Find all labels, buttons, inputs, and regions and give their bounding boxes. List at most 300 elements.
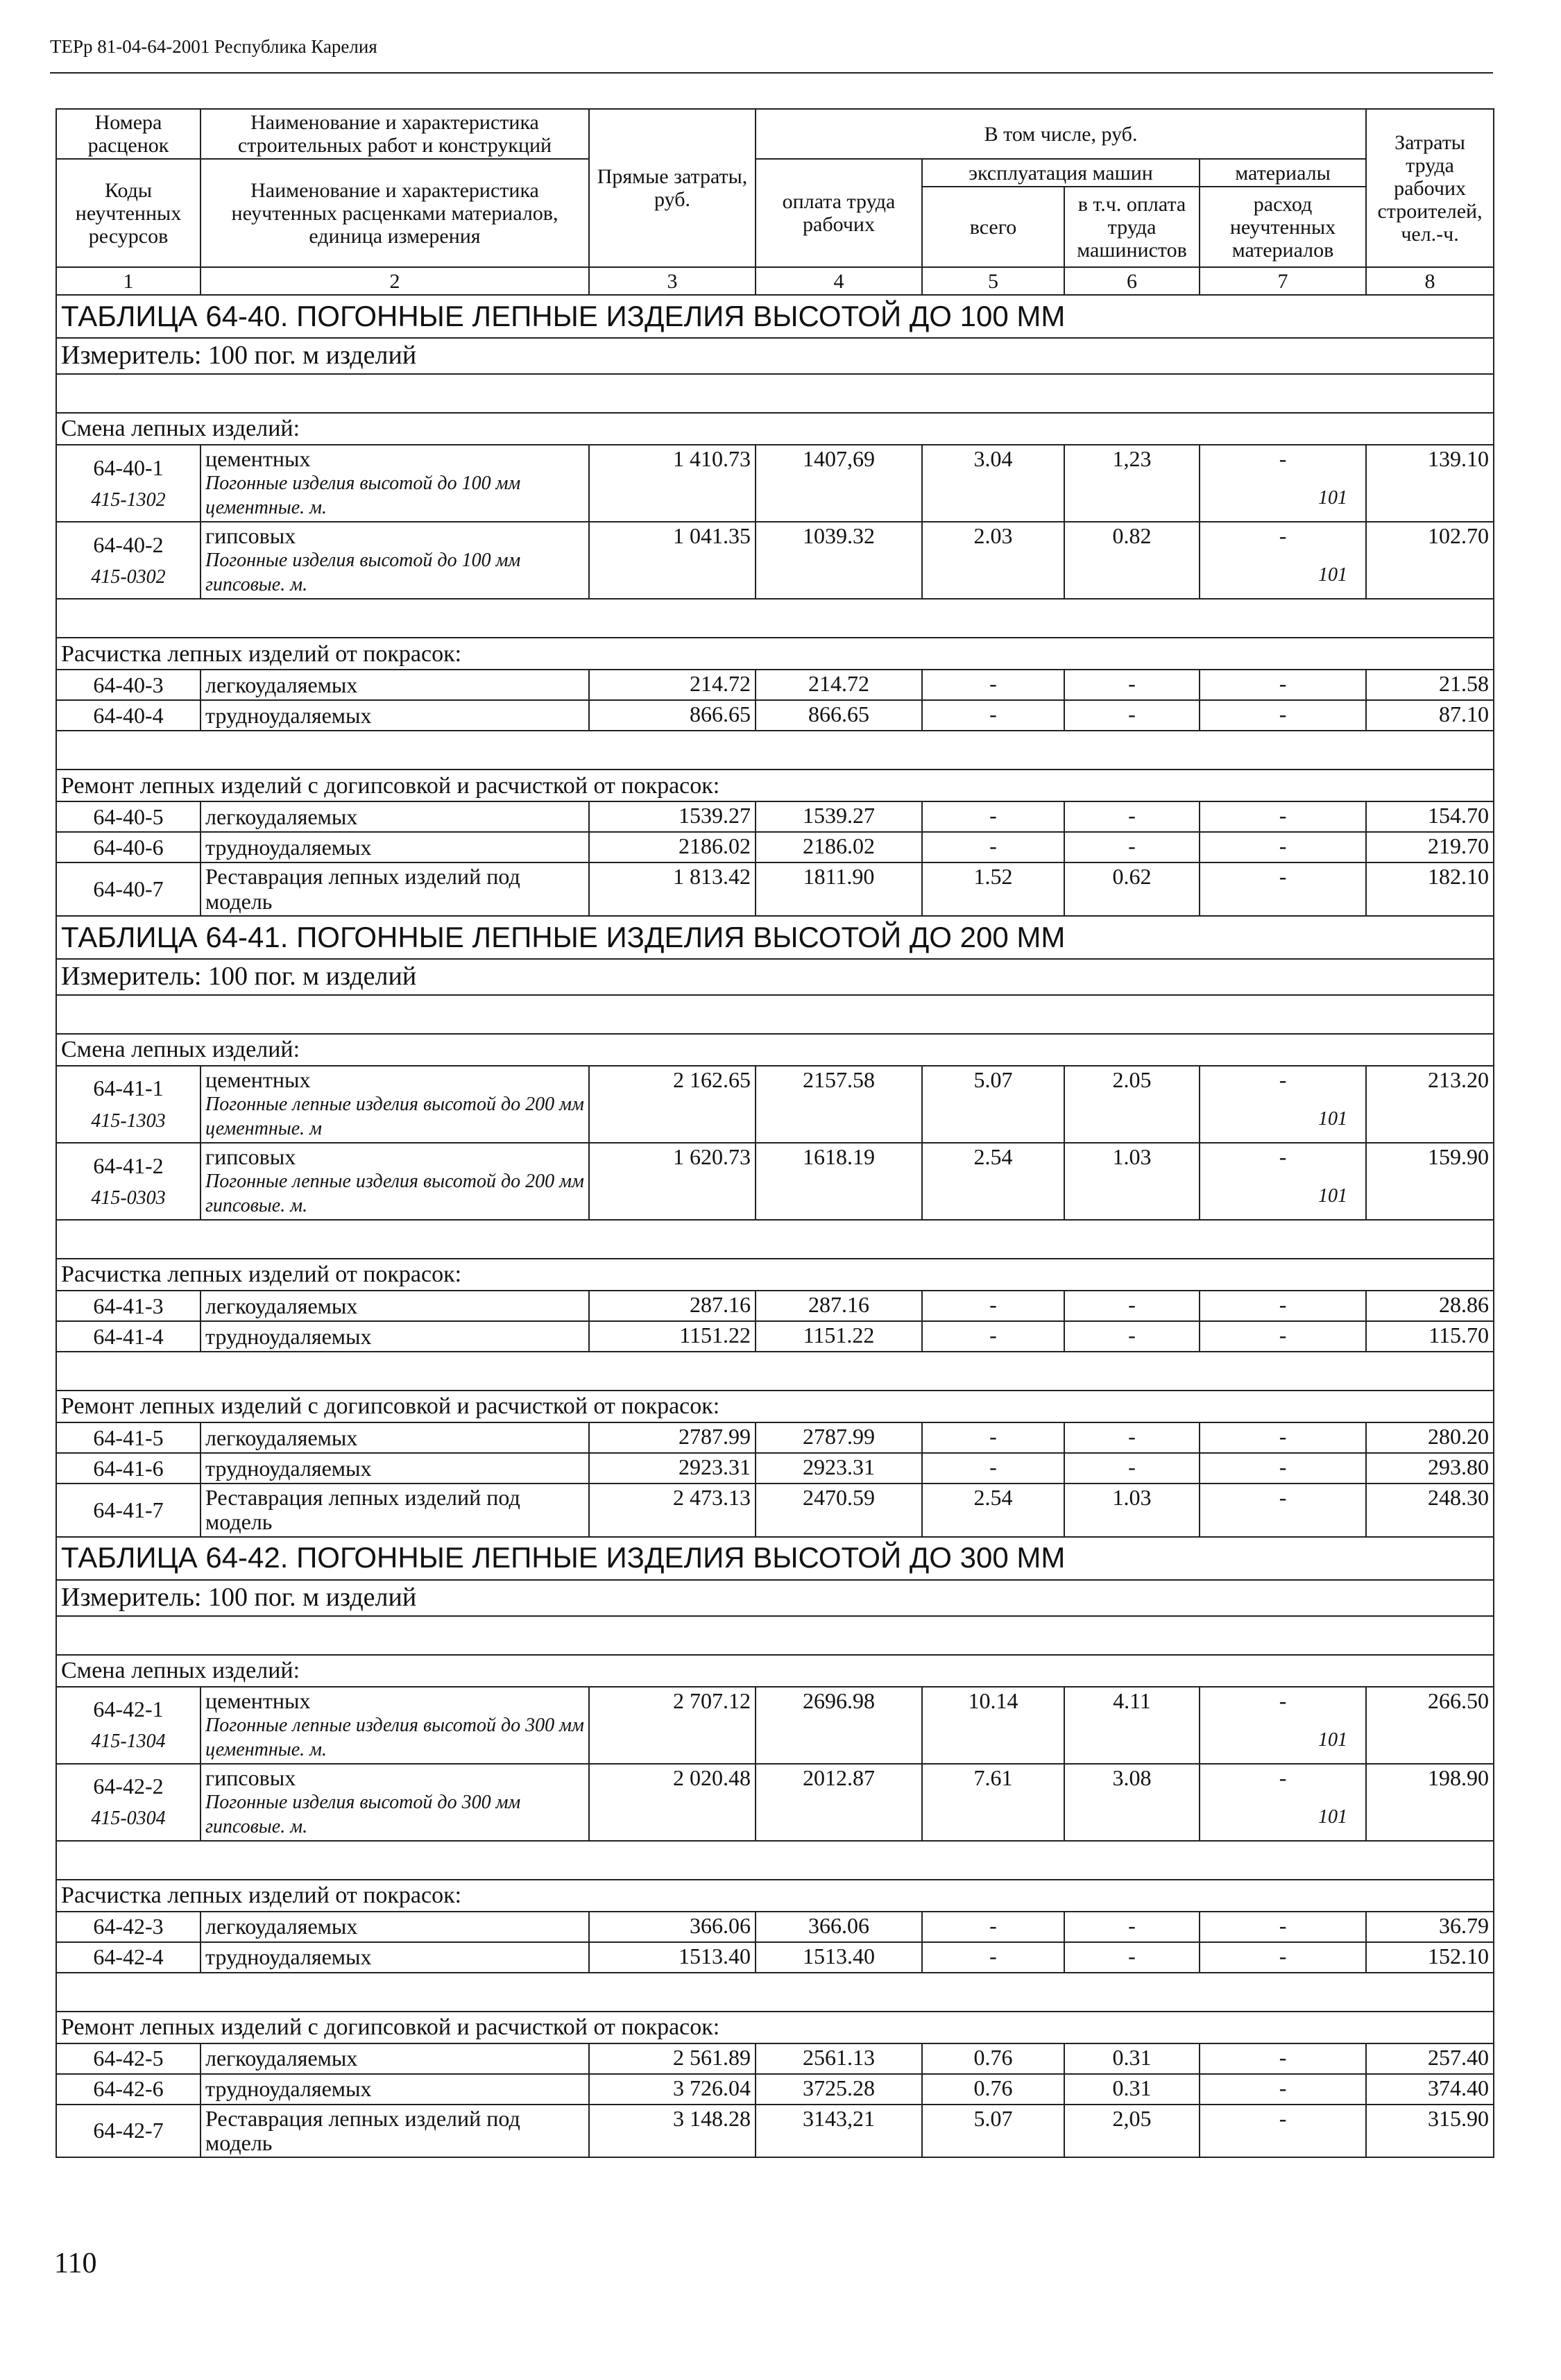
table-row: [56, 2074, 1494, 2105]
direct-costs: 1513.40: [589, 1942, 756, 1973]
col-number: 4: [756, 267, 922, 295]
rate-code-cell: [56, 445, 201, 522]
rate-code: 64-41-1: [93, 1076, 164, 1101]
work-name: трудноудаляемых: [205, 834, 372, 860]
table-measure: Измеритель: 100 пог. м изделий: [56, 1580, 1494, 1616]
work-name: трудноудаляемых: [205, 1455, 372, 1481]
table-row: [56, 2105, 1494, 2157]
rate-code-cell: [56, 1687, 201, 1764]
resource-code: 415-0303: [91, 1187, 166, 1209]
rate-code: 64-41-4: [93, 1323, 164, 1349]
work-description-cell: [201, 1321, 589, 1352]
resource-code: 415-0304: [91, 1808, 166, 1830]
rate-code: 64-41-6: [93, 1455, 164, 1481]
direct-costs: 214.72: [589, 670, 756, 700]
table-measure: Измеритель: 100 пог. м изделий: [56, 338, 1494, 374]
material-cell: [1200, 1066, 1366, 1143]
section-title: Расчистка лепных изделий от покрасок:: [56, 1880, 1494, 1912]
wage-costs: 2787.99: [756, 1422, 922, 1453]
section-spacer: [56, 731, 1494, 770]
machine-costs: 0.76: [922, 2043, 1064, 2074]
work-description-cell: [201, 670, 589, 700]
col-wage: оплата труда рабочих: [756, 159, 922, 267]
section-spacer: [56, 1352, 1494, 1391]
wage-costs: 1618.19: [756, 1143, 922, 1220]
section-title: Ремонт лепных изделий с догипсовкой и расчисткой от покрасок:: [56, 770, 1494, 801]
material-cell: [1200, 522, 1366, 599]
work-description-cell: [201, 1453, 589, 1484]
rate-code: 64-41-5: [93, 1425, 164, 1450]
rate-code: 64-41-3: [93, 1293, 164, 1318]
table-title: ТАБЛИЦА 64-41. ПОГОННЫЕ ЛЕПНЫЕ ИЗДЕЛИЯ ВЫСОТОЙ ДО 200 ММ: [56, 916, 1494, 959]
material-description: Погонные изделия высотой до 100 мм гипсовые. м.: [205, 550, 521, 596]
col-material-use: расход неучтенных материалов: [1200, 187, 1366, 267]
machine-costs: -: [922, 1291, 1064, 1321]
work-name: цементных: [205, 1066, 311, 1092]
labor-costs: 266.50: [1366, 1687, 1494, 1764]
rate-code-cell: [56, 1764, 201, 1841]
rate-code-cell: [56, 670, 201, 700]
rate-code: 64-40-3: [93, 672, 164, 697]
machinist-wage: 0.62: [1064, 862, 1200, 915]
labor-costs: 36.79: [1366, 1912, 1494, 1942]
rate-code-cell: [56, 1484, 201, 1536]
wage-costs: 1539.27: [756, 801, 922, 832]
material-use: -: [1279, 803, 1287, 828]
table-body: [56, 295, 1494, 2157]
work-description-cell: [201, 2043, 589, 2074]
machinist-wage: -: [1064, 832, 1200, 862]
material-use: -: [1279, 1144, 1287, 1169]
table-row: [56, 1291, 1494, 1321]
rate-code-cell: [56, 1942, 201, 1973]
work-name: легкоудаляемых: [205, 804, 358, 829]
material-description: Погонные изделия высотой до 300 мм гипсовые. м.: [205, 1791, 521, 1837]
wage-costs: 214.72: [756, 670, 922, 700]
col-material-name: Наименование и характеристика неучтенных расценками материалов, единица измерения: [201, 159, 589, 267]
rate-code: 64-42-5: [93, 2046, 164, 2071]
material-cell: [1200, 1942, 1366, 1973]
rate-code: 64-40-2: [93, 532, 164, 557]
section-spacer: [56, 599, 1494, 638]
rate-code-cell: [56, 1066, 201, 1143]
material-unit-code: 101: [1318, 1107, 1348, 1130]
machinist-wage: -: [1064, 1453, 1200, 1484]
material-cell: [1200, 1764, 1366, 1841]
material-cell: [1200, 1422, 1366, 1453]
material-cell: [1200, 832, 1366, 862]
labor-costs: 248.30: [1366, 1484, 1494, 1536]
table-row: [56, 1453, 1494, 1484]
work-name: гипсовых: [205, 523, 296, 549]
table-title: ТАБЛИЦА 64-42. ПОГОННЫЕ ЛЕПНЫЕ ИЗДЕЛИЯ ВЫСОТОЙ ДО 300 ММ: [56, 1537, 1494, 1580]
machinist-wage: -: [1064, 1422, 1200, 1453]
table-measure: Измеритель: 100 пог. м изделий: [56, 959, 1494, 995]
work-description-cell: [201, 1764, 589, 1841]
rate-code-cell: [56, 1291, 201, 1321]
machinist-wage: 0.31: [1064, 2043, 1200, 2074]
direct-costs: 1 410.73: [589, 445, 756, 522]
labor-costs: 87.10: [1366, 700, 1494, 731]
work-name: цементных: [205, 446, 311, 471]
wage-costs: 1513.40: [756, 1942, 922, 1973]
wage-costs: 2696.98: [756, 1687, 922, 1764]
machinist-wage: -: [1064, 1942, 1200, 1973]
section-title: Ремонт лепных изделий с догипсовкой и расчисткой от покрасок:: [56, 1391, 1494, 1422]
material-use: -: [1279, 833, 1287, 859]
resource-code: 415-0302: [91, 566, 166, 588]
labor-costs: 21.58: [1366, 670, 1494, 700]
section-spacer: [56, 1220, 1494, 1259]
wage-costs: 2470.59: [756, 1484, 922, 1536]
rate-code-cell: [56, 2105, 201, 2157]
direct-costs: 1 620.73: [589, 1143, 756, 1220]
work-name: гипсовых: [205, 1144, 296, 1169]
machinist-wage: 4.11: [1064, 1687, 1200, 1764]
material-use: -: [1279, 1765, 1287, 1790]
labor-costs: 182.10: [1366, 862, 1494, 915]
table-row: [56, 1143, 1494, 1220]
work-description-cell: [201, 445, 589, 522]
section-title: Расчистка лепных изделий от покрасок:: [56, 638, 1494, 670]
labor-costs: 198.90: [1366, 1764, 1494, 1841]
direct-costs: 366.06: [589, 1912, 756, 1942]
wage-costs: 1811.90: [756, 862, 922, 915]
machine-costs: -: [922, 1453, 1064, 1484]
col-materials: материалы: [1200, 159, 1366, 187]
machine-costs: 5.07: [922, 1066, 1064, 1143]
wage-costs: 287.16: [756, 1291, 922, 1321]
material-unit-code: 101: [1318, 564, 1348, 586]
header-rule: [50, 72, 1493, 74]
machinist-wage: 1.03: [1064, 1484, 1200, 1536]
labor-costs: 293.80: [1366, 1453, 1494, 1484]
table-row: [56, 1422, 1494, 1453]
machinist-wage: -: [1064, 1321, 1200, 1352]
col-number: 1: [56, 267, 201, 295]
work-name: легкоудаляемых: [205, 1293, 358, 1318]
machinist-wage: 2,05: [1064, 2105, 1200, 2157]
page-number: 110: [54, 2247, 97, 2279]
work-name: трудноудаляемых: [205, 702, 372, 728]
material-cell: [1200, 2105, 1366, 2157]
work-description-cell: [201, 801, 589, 832]
direct-costs: 2923.31: [589, 1453, 756, 1484]
col-number: 2: [201, 267, 589, 295]
labor-costs: 280.20: [1366, 1422, 1494, 1453]
table-header: [56, 109, 1494, 295]
machine-costs: 2.54: [922, 1484, 1064, 1536]
material-unit-code: 101: [1318, 1728, 1348, 1751]
rate-code: 64-41-2: [93, 1153, 164, 1178]
material-use: -: [1279, 1912, 1287, 1938]
labor-costs: 28.86: [1366, 1291, 1494, 1321]
wage-costs: 2561.13: [756, 2043, 922, 2074]
table-row: [56, 1912, 1494, 1942]
labor-costs: 219.70: [1366, 832, 1494, 862]
section-title: Расчистка лепных изделий от покрасок:: [56, 1259, 1494, 1291]
col-number: 5: [922, 267, 1064, 295]
material-use: -: [1279, 1424, 1287, 1450]
labor-costs: 102.70: [1366, 522, 1494, 599]
machine-costs: 2.03: [922, 522, 1064, 599]
work-description-cell: [201, 700, 589, 731]
table-row: [56, 1942, 1494, 1973]
material-cell: [1200, 445, 1366, 522]
table-row: [56, 2043, 1494, 2074]
section-title: Ремонт лепных изделий с догипсовкой и расчисткой от покрасок:: [56, 2012, 1494, 2043]
work-description-cell: [201, 1687, 589, 1764]
machinist-wage: -: [1064, 700, 1200, 731]
work-description-cell: [201, 2105, 589, 2157]
machine-costs: 2.54: [922, 1143, 1064, 1220]
work-description-cell: [201, 2074, 589, 2105]
work-name: легкоудаляемых: [205, 1914, 358, 1939]
rate-code: 64-40-7: [93, 876, 164, 901]
rate-code-cell: [56, 1321, 201, 1352]
col-machinist-wage: в т.ч. оплата труда машинистов: [1064, 187, 1200, 267]
wage-costs: 866.65: [756, 700, 922, 731]
machine-costs: -: [922, 1422, 1064, 1453]
col-labor: Затраты труда рабочих строителей, чел.-ч.: [1366, 109, 1494, 267]
wage-costs: 3143,21: [756, 2105, 922, 2157]
machine-costs: 10.14: [922, 1687, 1064, 1764]
rate-code: 64-42-1: [93, 1697, 164, 1722]
table-row: [56, 700, 1494, 731]
machine-costs: -: [922, 1321, 1064, 1352]
work-name: трудноудаляемых: [205, 1323, 372, 1349]
material-description: Погонные лепные изделия высотой до 200 мм гипсовые. м.: [205, 1171, 584, 1217]
table-title: ТАБЛИЦА 64-40. ПОГОННЫЕ ЛЕПНЫЕ ИЗДЕЛИЯ ВЫСОТОЙ ДО 100 ММ: [56, 295, 1494, 338]
machinist-wage: -: [1064, 670, 1200, 700]
labor-costs: 152.10: [1366, 1942, 1494, 1973]
rate-code: 64-42-7: [93, 2118, 164, 2143]
rate-code-cell: [56, 2043, 201, 2074]
machinist-wage: -: [1064, 1912, 1200, 1942]
resource-code: 415-1302: [91, 488, 166, 511]
work-description-cell: [201, 862, 589, 915]
direct-costs: 2 162.65: [589, 1066, 756, 1143]
work-description-cell: [201, 1066, 589, 1143]
work-description-cell: [201, 1291, 589, 1321]
table-row: [56, 1321, 1494, 1352]
work-name: легкоудаляемых: [205, 2046, 358, 2071]
wage-costs: 1039.32: [756, 522, 922, 599]
table-row: [56, 1484, 1494, 1536]
table-row: [56, 862, 1494, 915]
rate-code: 64-42-3: [93, 1914, 164, 1939]
material-use: -: [1279, 2105, 1287, 2131]
material-use: -: [1279, 2075, 1287, 2100]
section-spacer: [56, 1616, 1494, 1655]
work-name: легкоудаляемых: [205, 1425, 358, 1450]
work-name: трудноудаляемых: [205, 1944, 372, 1970]
section-spacer: [56, 995, 1494, 1034]
section-spacer: [56, 1973, 1494, 2012]
material-use: -: [1279, 2044, 1287, 2070]
machinist-wage: 1.03: [1064, 1143, 1200, 1220]
col-machines-total: всего: [922, 187, 1064, 267]
material-cell: [1200, 2043, 1366, 2074]
material-cell: [1200, 700, 1366, 731]
work-name: Реставрация лепных изделий под модель: [205, 864, 520, 914]
machine-costs: 5.07: [922, 2105, 1064, 2157]
material-use: -: [1279, 1323, 1287, 1348]
material-cell: [1200, 801, 1366, 832]
col-number: 7: [1200, 267, 1366, 295]
col-number: 6: [1064, 267, 1200, 295]
rate-code: 64-41-7: [93, 1497, 164, 1522]
direct-costs: 1 813.42: [589, 862, 756, 915]
direct-costs: 866.65: [589, 700, 756, 731]
rate-code-cell: [56, 700, 201, 731]
rate-code-cell: [56, 1912, 201, 1942]
work-description-cell: [201, 1422, 589, 1453]
material-use: -: [1279, 1485, 1287, 1511]
material-cell: [1200, 1912, 1366, 1942]
material-cell: [1200, 1143, 1366, 1220]
column-numbers-row: [56, 267, 1494, 295]
rate-code: 64-42-6: [93, 2076, 164, 2102]
section-spacer: [56, 1841, 1494, 1880]
rate-code-cell: [56, 832, 201, 862]
machine-costs: -: [922, 1912, 1064, 1942]
labor-costs: 213.20: [1366, 1066, 1494, 1143]
material-use: -: [1279, 446, 1287, 471]
material-use: -: [1279, 1292, 1287, 1318]
work-name: Реставрация лепных изделий под модель: [205, 2105, 520, 2156]
work-name: трудноудаляемых: [205, 2076, 372, 2102]
labor-costs: 374.40: [1366, 2074, 1494, 2105]
direct-costs: 287.16: [589, 1291, 756, 1321]
machine-costs: -: [922, 1942, 1064, 1973]
machinist-wage: 2.05: [1064, 1066, 1200, 1143]
machinist-wage: 0.31: [1064, 2074, 1200, 2105]
material-use: -: [1279, 1066, 1287, 1092]
machine-costs: 1.52: [922, 862, 1064, 915]
direct-costs: 2186.02: [589, 832, 756, 862]
machinist-wage: 0.82: [1064, 522, 1200, 599]
rate-code: 64-40-5: [93, 804, 164, 829]
resource-code: 415-1303: [91, 1110, 166, 1132]
material-unit-code: 101: [1318, 1805, 1348, 1828]
material-cell: [1200, 1687, 1366, 1764]
machine-costs: -: [922, 832, 1064, 862]
rate-code-cell: [56, 862, 201, 915]
work-description-cell: [201, 1912, 589, 1942]
rate-code: 64-42-2: [93, 1774, 164, 1799]
rate-code: 64-42-4: [93, 1944, 164, 1970]
col-direct-costs: Прямые затраты, руб.: [589, 109, 756, 267]
material-cell: [1200, 1484, 1366, 1536]
col-resource-codes: Коды неучтенных ресурсов: [56, 159, 201, 267]
machine-costs: 0.76: [922, 2074, 1064, 2105]
work-name: Реставрация лепных изделий под модель: [205, 1485, 520, 1535]
table-row: [56, 1764, 1494, 1841]
table-row: [56, 801, 1494, 832]
rate-code-cell: [56, 522, 201, 599]
work-description-cell: [201, 1484, 589, 1536]
material-cell: [1200, 2074, 1366, 2105]
material-description: Погонные лепные изделия высотой до 200 мм цементные. м: [205, 1093, 584, 1139]
section-title: Смена лепных изделий:: [56, 1034, 1494, 1066]
material-unit-code: 101: [1318, 1185, 1348, 1207]
material-cell: [1200, 670, 1366, 700]
section-spacer: [56, 374, 1494, 413]
material-cell: [1200, 1291, 1366, 1321]
material-description: Погонные лепные изделия высотой до 300 мм цементные. м.: [205, 1714, 584, 1760]
labor-costs: 257.40: [1366, 2043, 1494, 2074]
rate-code: 64-40-4: [93, 702, 164, 728]
col-number: 3: [589, 267, 756, 295]
wage-costs: 3725.28: [756, 2074, 922, 2105]
material-use: -: [1279, 523, 1287, 549]
wage-costs: 366.06: [756, 1912, 922, 1942]
rate-code-cell: [56, 801, 201, 832]
material-use: -: [1279, 702, 1287, 727]
work-description-cell: [201, 1942, 589, 1973]
col-rate-numbers: Номера расценок: [56, 109, 201, 159]
wage-costs: 1407,69: [756, 445, 922, 522]
wage-costs: 2186.02: [756, 832, 922, 862]
rate-code-cell: [56, 1453, 201, 1484]
material-cell: [1200, 862, 1366, 915]
machine-costs: 3.04: [922, 445, 1064, 522]
direct-costs: 2 561.89: [589, 2043, 756, 2074]
material-description: Погонные изделия высотой до 100 мм цементные. м.: [205, 473, 521, 519]
labor-costs: 115.70: [1366, 1321, 1494, 1352]
rates-table: [56, 108, 1494, 2158]
material-use: -: [1279, 1688, 1287, 1713]
material-cell: [1200, 1453, 1366, 1484]
direct-costs: 3 148.28: [589, 2105, 756, 2157]
rate-code-cell: [56, 1143, 201, 1220]
material-use: -: [1279, 671, 1287, 697]
table-row: [56, 832, 1494, 862]
direct-costs: 1 041.35: [589, 522, 756, 599]
material-use: -: [1279, 1943, 1287, 1969]
machine-costs: -: [922, 670, 1064, 700]
table-row: [56, 1066, 1494, 1143]
col-machines: эксплуатация машин: [922, 159, 1200, 187]
labor-costs: 315.90: [1366, 2105, 1494, 2157]
rate-code-cell: [56, 1422, 201, 1453]
page-header: ТЕРр 81-04-64-2001 Республика Карелия: [50, 36, 377, 57]
machinist-wage: 3.08: [1064, 1764, 1200, 1841]
direct-costs: 2 473.13: [589, 1484, 756, 1536]
machine-costs: -: [922, 700, 1064, 731]
material-cell: [1200, 1321, 1366, 1352]
material-use: -: [1279, 864, 1287, 890]
direct-costs: 3 726.04: [589, 2074, 756, 2105]
rate-code: 64-40-6: [93, 834, 164, 860]
rate-code-cell: [56, 2074, 201, 2105]
work-name: цементных: [205, 1688, 311, 1713]
machine-costs: 7.61: [922, 1764, 1064, 1841]
machinist-wage: -: [1064, 801, 1200, 832]
col-including: В том числе, руб.: [756, 109, 1366, 159]
wage-costs: 2012.87: [756, 1764, 922, 1841]
work-description-cell: [201, 832, 589, 862]
direct-costs: 2787.99: [589, 1422, 756, 1453]
labor-costs: 139.10: [1366, 445, 1494, 522]
table-row: [56, 522, 1494, 599]
direct-costs: 1151.22: [589, 1321, 756, 1352]
rate-code: 64-40-1: [93, 454, 164, 480]
direct-costs: 1539.27: [589, 801, 756, 832]
resource-code: 415-1304: [91, 1731, 166, 1753]
work-description-cell: [201, 1143, 589, 1220]
